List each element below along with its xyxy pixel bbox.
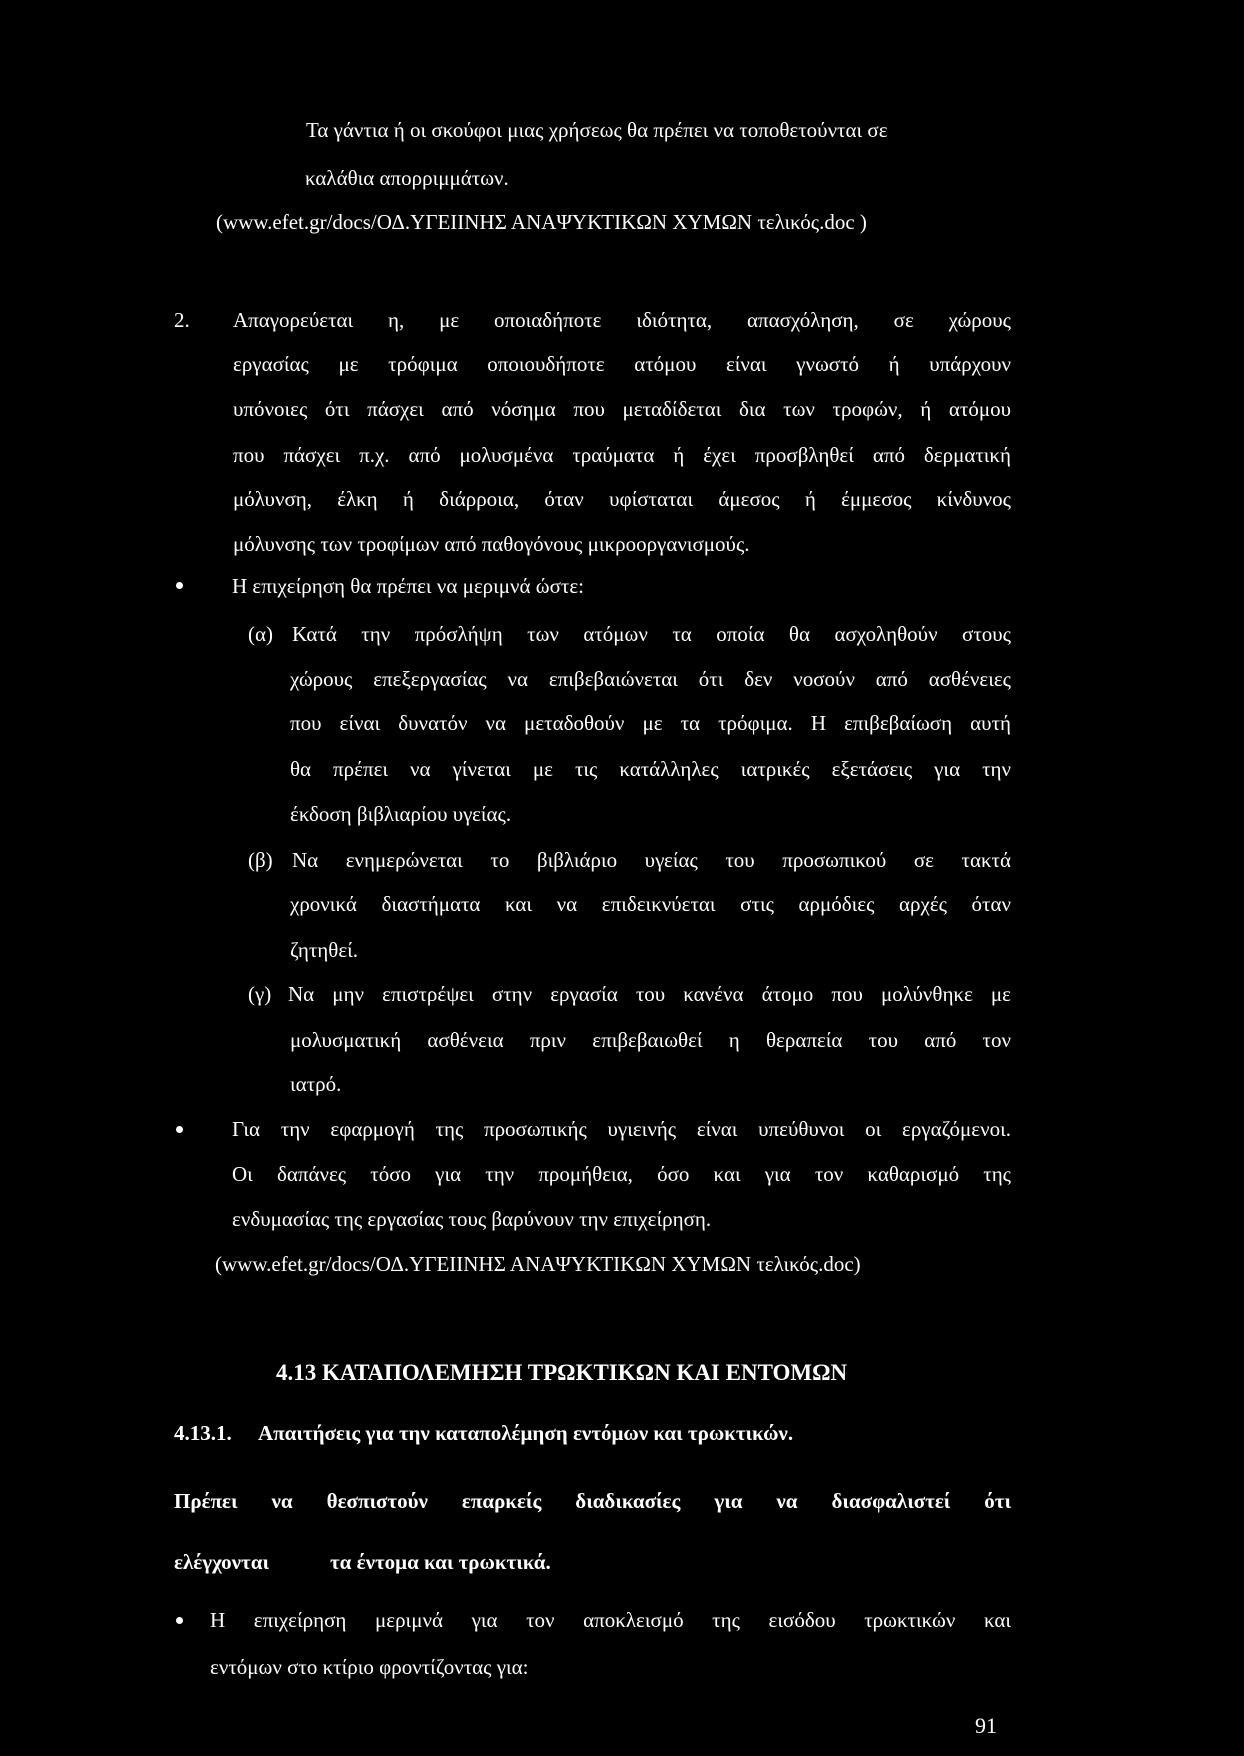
page-number: 91 xyxy=(975,1713,997,1738)
bullet-icon xyxy=(176,1126,183,1133)
text-line: μολυσματική ασθένεια πριν επιβεβαιωθεί η θεραπεία του από τον xyxy=(290,1028,1011,1052)
text-line: Πρέπει να θεσπιστούν επαρκείς διαδικασίες για να διασφαλιστεί ότι xyxy=(174,1489,1011,1513)
text-line: θα πρέπει να γίνεται με τις κατάλληλες ιατρικές εξετάσεις για την xyxy=(290,757,1011,781)
subsection-number: 4.13.1. xyxy=(174,1421,232,1445)
text-line: που είναι δυνατόν να μεταδοθούν με τα τρόφιμα. Η επιβεβαίωση αυτή xyxy=(290,711,1011,735)
text-line: Για την εφαρμογή της προσωπικής υγιεινής είναι υπεύθυνοι οι εργαζόμενοι. xyxy=(232,1117,1011,1141)
text-line: έκδοση βιβλιαρίου υγείας. xyxy=(290,802,512,826)
bullet-icon xyxy=(176,1617,183,1624)
text-line: υπόνοιες ότι πάσχει από νόσημα που μεταδίδεται δια των τροφών, ή ατόμου xyxy=(233,397,1011,421)
text-line: ιατρό. xyxy=(290,1072,342,1096)
source-reference: (www.efet.gr/docs/ΟΔ.ΥΓΕΙΙΝΗΣ ΑΝΑΨΥΚΤΙΚΩΝ ΧΥΜΩΝ τελικός.doc ) xyxy=(216,210,867,234)
text-line: χρονικά διαστήματα και να επιδεικνύεται στις αρμόδιες αρχές όταν xyxy=(290,892,1011,916)
text-line: τα έντομα και τρωκτικά. xyxy=(330,1550,551,1574)
subsection-title: Απαιτήσεις για την καταπολέμηση εντόμων και τρωκτικών. xyxy=(258,1421,794,1445)
text-line: ενδυμασίας της εργασίας τους βαρύνουν την επιχείρηση. xyxy=(232,1207,712,1231)
text-line: μόλυνσης των τροφίμων από παθογόνους μικροοργανισμούς. xyxy=(233,532,750,556)
text-line: Να μην επιστρέψει στην εργασία του κανένα άτομο που μολύνθηκε με xyxy=(288,982,1011,1006)
bullet-icon xyxy=(176,582,183,589)
text-line: Οι δαπάνες τόσο για την προμήθεια, όσο και για τον καθαρισμό της xyxy=(232,1162,1011,1186)
text-line: Τα γάντια ή οι σκούφοι μιας χρήσεως θα πρέπει να τοποθετούνται σε xyxy=(306,118,888,142)
text-line: ζητηθεί. xyxy=(290,938,359,962)
list-label: (α) xyxy=(248,622,273,646)
text-line: ελέγχονται xyxy=(174,1550,269,1574)
source-reference: (www.efet.gr/docs/ΟΔ.ΥΓΕΙΙΝΗΣ ΑΝΑΨΥΚΤΙΚΩΝ ΧΥΜΩΝ τελικός.doc) xyxy=(215,1252,861,1276)
list-label: (γ) xyxy=(248,982,272,1006)
text-line: μόλυνση, έλκη ή διάρροια, όταν υφίσταται άμεσος ή έμμεσος κίνδυνος xyxy=(233,487,1011,511)
text-line: Να ενημερώνεται το βιβλιάριο υγείας του προσωπικού σε τακτά xyxy=(292,848,1011,872)
text-line: καλάθια απορριμμάτων. xyxy=(305,166,509,190)
section-heading: 4.13 ΚΑΤΑΠΟΛΕΜΗΣΗ ΤΡΩΚΤΙΚΩΝ ΚΑΙ ΕΝΤΟΜΩΝ xyxy=(276,1360,848,1385)
list-number: 2. xyxy=(174,308,190,332)
list-label: (β) xyxy=(248,848,273,872)
text-line: εργασίας με τρόφιμα οποιουδήποτε ατόμου είναι γνωστό ή υπάρχουν xyxy=(233,352,1011,376)
text-line: Η επιχείρηση μεριμνά για τον αποκλεισμό της εισόδου τρωκτικών και xyxy=(210,1608,1011,1632)
text-line: που πάσχει π.χ. από μολυσμένα τραύματα ή έχει προσβληθεί από δερματική xyxy=(233,443,1011,467)
text-line: Απαγορεύεται η, με οποιαδήποτε ιδιότητα, απασχόληση, σε χώρους xyxy=(233,308,1011,332)
text-line: Κατά την πρόσλήψη των ατόμων τα οποία θα ασχοληθούν στους xyxy=(292,622,1011,646)
text-line: χώρους επεξεργασίας να επιβεβαιώνεται ότι δεν νοσούν από ασθένειες xyxy=(290,667,1011,691)
text-line: Η επιχείρηση θα πρέπει να μεριμνά ώστε: xyxy=(232,574,585,598)
text-line: εντόμων στο κτίριο φροντίζοντας για: xyxy=(210,1655,529,1679)
